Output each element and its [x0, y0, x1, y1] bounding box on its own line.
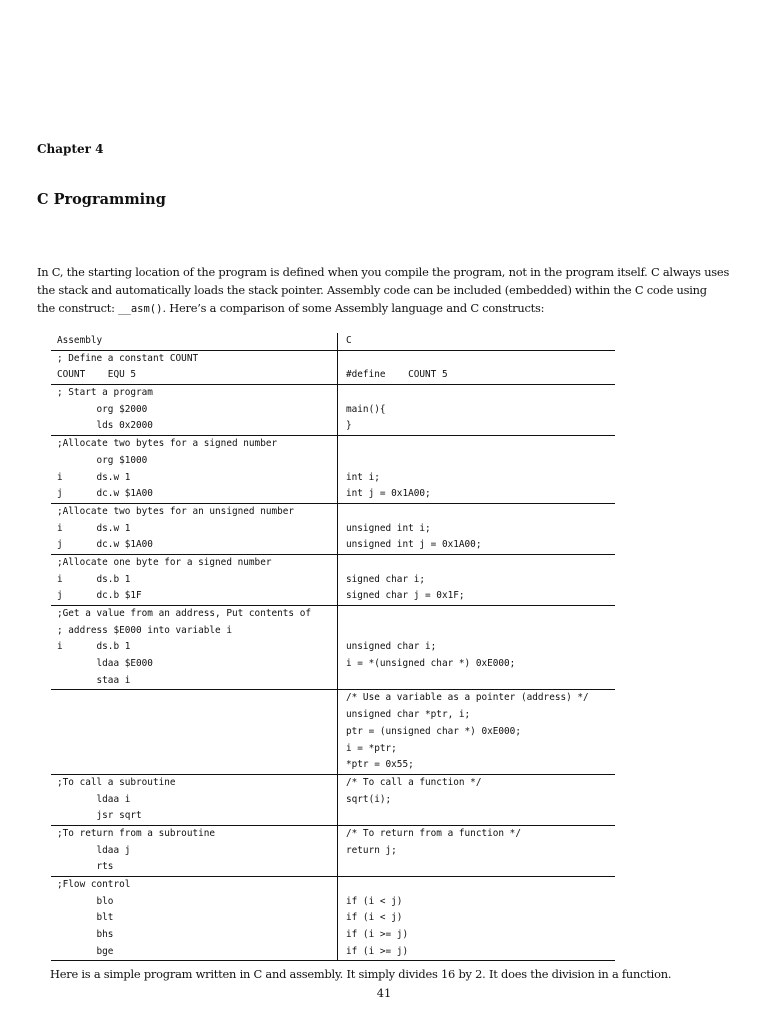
c-cell — [338, 606, 615, 689]
assembly-cell — [51, 606, 338, 689]
c-cell — [338, 351, 615, 384]
table-row — [51, 690, 615, 774]
assembly-line: i ds.w 1 — [57, 522, 131, 534]
c-line: int j = 0x1A00; — [346, 488, 431, 500]
table-row — [51, 775, 615, 826]
assembly-cell — [51, 385, 338, 435]
intro-line-2: the stack and automatically loads the stack pointer. Assembly code can be included (embedded) within the C code using — [37, 283, 707, 297]
intro-paragraph — [37, 263, 733, 318]
assembly-line: bge — [57, 945, 114, 957]
assembly-line: ;To call a subroutine — [57, 776, 176, 788]
c-line: /* To return from a function */ — [346, 827, 521, 839]
c-cell — [338, 436, 615, 503]
assembly-line: COUNT EQU 5 — [57, 369, 137, 381]
asm-construct-code: __asm() — [118, 303, 163, 315]
assembly-line: ;Allocate two bytes for a signed number — [57, 438, 278, 450]
assembly-line: ldaa i — [57, 793, 131, 805]
assembly-cell — [51, 775, 338, 825]
assembly-line: i ds.b 1 — [57, 641, 131, 653]
header-assembly: Assembly — [57, 335, 103, 346]
assembly-line — [57, 690, 337, 707]
c-line: /* To call a function */ — [346, 776, 482, 788]
assembly-line — [57, 741, 337, 758]
assembly-cell — [51, 690, 338, 773]
table-row — [51, 826, 615, 877]
c-line — [346, 877, 615, 894]
table-row — [51, 504, 615, 555]
assembly-line: j dc.w $1A00 — [57, 488, 153, 500]
c-line: signed char i; — [346, 573, 426, 585]
c-cell — [338, 877, 615, 960]
table-header-row — [51, 333, 615, 351]
assembly-cell — [51, 826, 338, 876]
assembly-line: i ds.w 1 — [57, 471, 131, 483]
header-c: C — [346, 335, 352, 346]
assembly-line: ;Get a value from an address, Put contents of — [57, 608, 311, 619]
intro-line-3-post: . Here’s a comparison of some Assembly language and C constructs: — [162, 301, 545, 315]
c-line: unsigned int j = 0x1A00; — [346, 539, 482, 551]
c-line: } — [346, 420, 352, 432]
c-line: i = *ptr; — [346, 742, 397, 754]
c-line: #define COUNT 5 — [346, 369, 448, 381]
assembly-line: bhs — [57, 929, 114, 941]
c-line: *ptr = 0x55; — [346, 759, 414, 771]
c-line — [346, 436, 615, 453]
assembly-cell — [51, 504, 338, 554]
assembly-line: org $1000 — [57, 454, 148, 466]
c-line — [346, 351, 615, 368]
c-line: if (i >= j) — [346, 929, 409, 941]
chapter-title: C Programming — [37, 191, 166, 208]
assembly-line: blo — [57, 895, 114, 907]
intro-line-1: In C, the starting location of the program is defined when you compile the program, not in the program itself. C always uses — [37, 265, 730, 279]
assembly-line — [57, 707, 337, 724]
c-line: ptr = (unsigned char *) 0xE000; — [346, 725, 521, 737]
c-line: sqrt(i); — [346, 793, 392, 805]
assembly-line: org $2000 — [57, 403, 148, 415]
footer-paragraph: Here is a simple program written in C and assembly. It simply divides 16 by 2. It does the division in a function. — [50, 967, 672, 981]
assembly-line: j dc.b $1F — [57, 590, 142, 602]
c-line: signed char j = 0x1F; — [346, 590, 465, 602]
c-line — [346, 385, 615, 402]
c-line — [346, 808, 615, 825]
c-line: main(){ — [346, 403, 386, 415]
c-cell — [338, 690, 615, 773]
c-line — [346, 859, 615, 876]
assembly-line: ;Allocate two bytes for an unsigned number — [57, 505, 295, 517]
c-cell — [338, 385, 615, 435]
c-line — [346, 673, 615, 690]
intro-line-3 — [37, 299, 733, 318]
assembly-line: ;Allocate one byte for a signed number — [57, 556, 272, 568]
assembly-line: jsr sqrt — [57, 810, 142, 822]
assembly-line: ;To return from a subroutine — [57, 827, 216, 839]
assembly-line: lds 0x2000 — [57, 420, 153, 432]
c-cell — [338, 555, 615, 605]
assembly-line: rts — [57, 861, 114, 873]
table-row — [51, 436, 615, 504]
c-line — [346, 504, 615, 521]
assembly-line: j dc.w $1A00 — [57, 539, 153, 551]
c-line: i = *(unsigned char *) 0xE000; — [346, 658, 516, 670]
table-row — [51, 385, 615, 436]
c-cell — [338, 826, 615, 876]
table-row — [51, 877, 615, 961]
c-line: if (i < j) — [346, 895, 403, 907]
assembly-line: ldaa $E000 — [57, 658, 153, 670]
table-row — [51, 555, 615, 606]
table-row — [51, 351, 615, 385]
c-line: return j; — [346, 844, 397, 856]
c-line — [346, 623, 615, 640]
assembly-cell — [51, 555, 338, 605]
page-number: 41 — [376, 986, 392, 1000]
assembly-cell — [51, 351, 338, 384]
c-line: int i; — [346, 471, 380, 483]
c-cell — [338, 775, 615, 825]
c-line — [346, 453, 615, 470]
c-line: if (i >= j) — [346, 945, 409, 957]
c-line — [346, 606, 615, 623]
assembly-line: ;Flow control — [57, 879, 131, 890]
assembly-line: staa i — [57, 674, 131, 686]
assembly-line: blt — [57, 912, 114, 924]
assembly-line — [57, 757, 337, 774]
c-line — [346, 555, 615, 572]
c-line: if (i < j) — [346, 912, 403, 924]
c-cell — [338, 504, 615, 554]
assembly-line: ; address $E000 into variable i — [57, 624, 232, 636]
assembly-cell — [51, 436, 338, 503]
c-line: unsigned int i; — [346, 522, 431, 534]
assembly-line: ; Define a constant COUNT — [57, 352, 199, 364]
c-line: unsigned char i; — [346, 641, 437, 653]
assembly-line: ; Start a program — [57, 387, 153, 399]
comparison-table — [51, 333, 615, 961]
assembly-line: i ds.b 1 — [57, 573, 131, 585]
chapter-label: Chapter 4 — [37, 142, 104, 156]
assembly-cell — [51, 877, 338, 960]
c-line: unsigned char *ptr, i; — [346, 709, 471, 721]
intro-line-3-pre: the construct: — [37, 301, 119, 315]
c-line: /* Use a variable as a pointer (address) */ — [346, 692, 589, 704]
assembly-line — [57, 724, 337, 741]
assembly-line: ldaa j — [57, 844, 131, 856]
table-row — [51, 606, 615, 690]
